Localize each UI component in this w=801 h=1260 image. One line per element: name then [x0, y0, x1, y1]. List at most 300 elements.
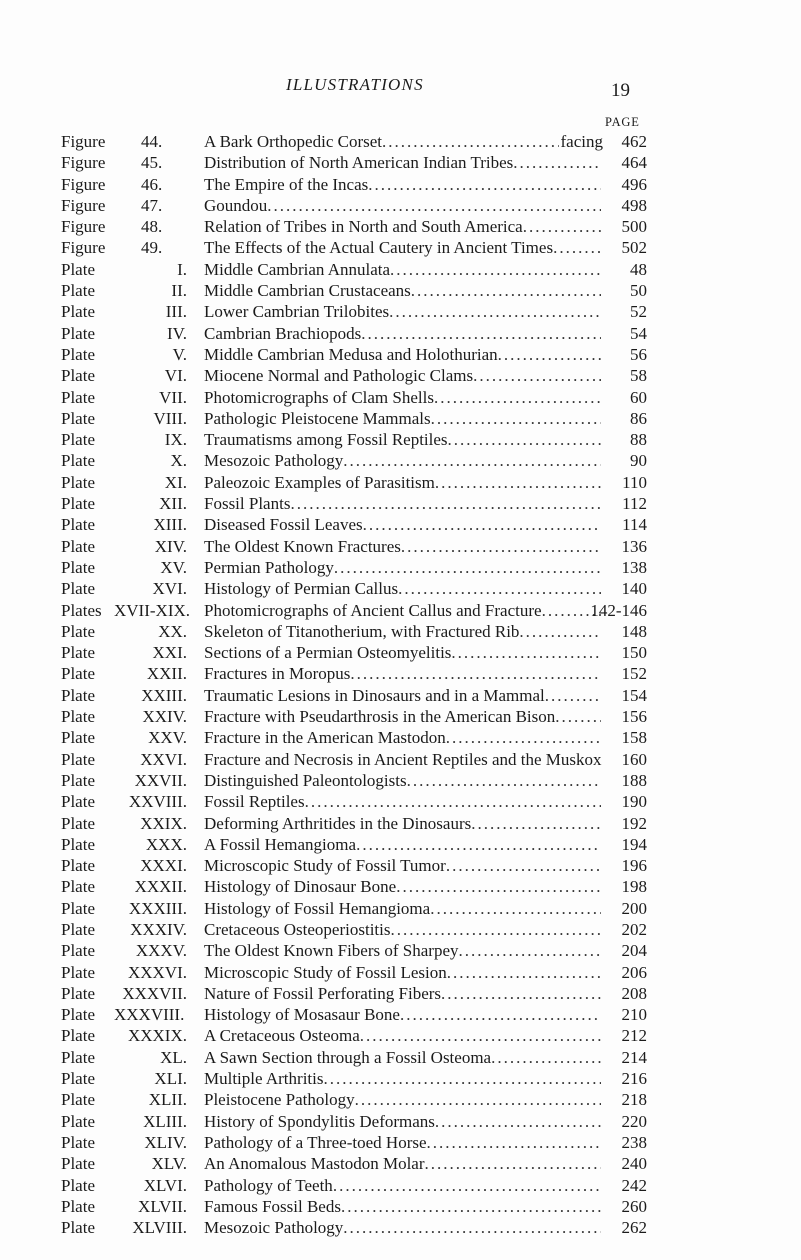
list-entry [61, 536, 647, 557]
list-entry [61, 280, 647, 301]
entry-page: 156 [621, 707, 647, 727]
entry-kind: Plate [61, 1175, 95, 1195]
entry-page: 496 [621, 174, 647, 194]
entry-title-line [204, 323, 603, 344]
entry-title: A Fossil Hemangioma [204, 834, 357, 854]
leader-dots [305, 791, 601, 812]
leader-dots [400, 1004, 601, 1025]
list-entry [61, 727, 647, 748]
leader-dots [290, 493, 601, 514]
entry-title-line [204, 1217, 603, 1238]
entry-title: Fractures in Moropus [204, 664, 351, 684]
entry-number: VII. [159, 387, 187, 407]
entry-page: 208 [621, 983, 647, 1003]
entry-kind: Plate [61, 664, 95, 684]
entry-title: Distribution of North American Indian Tribes [204, 153, 514, 173]
entry-title-line [204, 493, 603, 514]
entry-page: 60 [630, 387, 647, 407]
entry-title: The Oldest Known Fibers of Sharpey [204, 941, 459, 961]
leader-dots [435, 1111, 601, 1132]
entry-title-line [204, 450, 603, 471]
entry-kind: Plate [61, 387, 95, 407]
entry-title-line [204, 195, 603, 216]
entry-number: 48. [141, 217, 163, 237]
leader-dots [401, 536, 601, 557]
entry-page: 154 [621, 685, 647, 705]
entry-number: XLVII. [138, 1196, 187, 1216]
list-entry [61, 387, 647, 408]
entry-kind: Plate [61, 728, 95, 748]
entry-number: XLVI. [143, 1175, 187, 1195]
entry-page: 114 [622, 515, 647, 535]
leader-dots [451, 642, 601, 663]
entry-title: Fracture with Pseudarthrosis in the American Bison [204, 707, 556, 727]
entry-title: The Empire of the Incas [204, 174, 369, 194]
entry-kind: Plate [61, 1005, 95, 1025]
entry-kind: Plate [61, 834, 95, 854]
entry-kind: Figure [61, 217, 106, 237]
list-entry [61, 408, 647, 429]
entry-title-line [204, 813, 603, 834]
entry-page: 262 [621, 1218, 647, 1238]
entry-title-line [204, 706, 603, 727]
entry-kind: Plate [61, 494, 95, 514]
entry-number: XVII-XIX. [114, 600, 191, 620]
entry-title-line [204, 174, 603, 195]
entry-page: 110 [622, 472, 647, 492]
entry-number: 44. [141, 132, 163, 151]
entry-title: Cambrian Brachiopods [204, 323, 362, 343]
entry-number: XXXII. [134, 877, 187, 897]
entry-page: 58 [630, 366, 647, 386]
entry-kind: Plate [61, 366, 95, 386]
entry-kind: Plate [61, 536, 95, 556]
entry-kind: Plate [61, 621, 95, 641]
entry-page: 238 [621, 1132, 647, 1152]
list-entry [61, 1068, 647, 1089]
entry-page: 192 [621, 813, 647, 833]
leader-dots [498, 344, 601, 365]
entry-title-line [204, 1153, 603, 1174]
entry-page: 210 [621, 1005, 647, 1025]
entry-kind: Plate [61, 707, 95, 727]
entry-title: Histology of Permian Callus [204, 579, 399, 599]
leader-dots [446, 855, 601, 876]
list-entry [61, 323, 647, 344]
entry-page: 202 [621, 919, 647, 939]
list-entry [61, 834, 647, 855]
entry-kind: Plate [61, 302, 95, 322]
entry-title-line [204, 557, 603, 578]
list-entry [61, 557, 647, 578]
entry-page: 150 [621, 643, 647, 663]
entry-title-line [204, 365, 603, 386]
entry-number: 45. [141, 153, 163, 173]
entry-number: X. [170, 451, 187, 471]
entry-title: An Anomalous Mastodon Molar [204, 1154, 425, 1174]
entry-number: XV. [160, 557, 187, 577]
entry-page: 138 [621, 557, 647, 577]
entry-title: Pathology of a Three-toed Horse [204, 1132, 427, 1152]
entry-title: Fracture and Necrosis in Ancient Reptiles and the Muskox [204, 749, 602, 769]
entry-title: Distinguished Paleontologists [204, 770, 407, 790]
entry-title: The Oldest Known Fractures [204, 536, 401, 556]
leader-dots [473, 365, 601, 386]
leader-dots [471, 813, 601, 834]
entry-page: 242 [621, 1175, 647, 1195]
entry-number: 46. [141, 174, 163, 194]
entry-kind: Plate [61, 1026, 95, 1046]
entry-kind: Plate [61, 919, 95, 939]
entry-number: XLIII. [143, 1111, 187, 1131]
leader-dots [368, 174, 601, 195]
list-entry [61, 706, 647, 727]
entry-title: Traumatic Lesions in Dinosaurs and in a Mammal [204, 685, 545, 705]
entry-title-line [204, 1132, 603, 1153]
list-entry [61, 1047, 647, 1068]
entry-title-line [204, 237, 603, 258]
entry-title-line [204, 919, 603, 940]
entry-page: 160 [621, 749, 647, 769]
leader-dots [390, 259, 601, 280]
list-entry [61, 301, 647, 322]
entry-number: XVI. [152, 579, 187, 599]
entry-page: 464 [621, 153, 647, 173]
entry-number: V. [172, 344, 187, 364]
leader-dots [333, 1175, 601, 1196]
entry-title: A Bark Orthopedic Corset [204, 132, 382, 151]
entry-number: XLII. [148, 1090, 187, 1110]
leader-dots [447, 962, 601, 983]
entry-title: Sections of a Permian Osteomyelitis [204, 643, 452, 663]
list-entry [61, 344, 647, 365]
entry-number: XXIII. [141, 685, 187, 705]
entry-title: Miocene Normal and Pathologic Clams [204, 366, 474, 386]
entry-kind: Plate [61, 557, 95, 577]
list-entry [61, 791, 647, 812]
leader-dots [407, 770, 601, 791]
entry-number: XXXV. [135, 941, 187, 961]
entry-title-line [204, 962, 603, 983]
entry-title-line [204, 834, 603, 855]
entry-title: Microscopic Study of Fossil Tumor [204, 856, 446, 876]
entry-page: 140 [621, 579, 647, 599]
entry-kind: Plate [61, 515, 95, 535]
list-entry [61, 983, 647, 1004]
entry-page: 212 [621, 1026, 647, 1046]
list-entry [61, 685, 647, 706]
entry-number: XLVIII. [132, 1218, 187, 1238]
leader-dots [435, 472, 601, 493]
leader-dots [382, 131, 559, 152]
entry-kind: Plate [61, 856, 95, 876]
entry-title-line [204, 280, 603, 301]
entry-page: 194 [621, 834, 647, 854]
list-entry [61, 1132, 647, 1153]
entry-page: 206 [621, 962, 647, 982]
leader-dots [446, 727, 601, 748]
entry-title: Photomicrographs of Ancient Callus and Fracture [204, 600, 542, 620]
entry-title: Photomicrographs of Clam Shells [204, 387, 434, 407]
leader-dots [360, 1025, 601, 1046]
leader-dots [363, 514, 601, 535]
entry-number: II. [171, 281, 187, 301]
list-entry [61, 1175, 647, 1196]
entry-title: Pathologic Pleistocene Mammals [204, 408, 431, 428]
entry-page: 500 [621, 217, 647, 237]
list-entry [61, 216, 647, 237]
entry-kind: Plate [61, 344, 95, 364]
leader-dots [356, 834, 601, 855]
leader-dots [323, 1068, 601, 1089]
entry-title: Fossil Reptiles [204, 792, 305, 812]
list-entry [61, 259, 647, 280]
entry-title-line [204, 387, 603, 408]
entry-kind: Plate [61, 1218, 95, 1238]
entry-title-line [204, 1004, 603, 1025]
entry-title: Cretaceous Osteoperiostitis [204, 919, 391, 939]
entry-kind: Plate [61, 472, 95, 492]
list-entry [61, 855, 647, 876]
entry-title-line [204, 1196, 603, 1217]
entry-title-line [204, 876, 603, 897]
entry-title-line [204, 855, 603, 876]
entry-kind: Plates [61, 600, 102, 620]
entry-page: 56 [630, 344, 647, 364]
entry-title: Traumatisms among Fossil Reptiles [204, 430, 448, 450]
leader-dots [555, 706, 601, 727]
entry-number: XXXIII. [128, 898, 187, 918]
entry-title-line [204, 1111, 603, 1132]
entry-title: Mesozoic Pathology [204, 451, 344, 471]
entry-title-line [204, 940, 603, 961]
entry-number: XXII. [146, 664, 187, 684]
list-entry [61, 600, 647, 621]
entry-page: 198 [621, 877, 647, 897]
entry-title: Paleozoic Examples of Parasitism [204, 472, 435, 492]
entry-number: XI. [164, 472, 187, 492]
list-entry [61, 1196, 647, 1217]
entry-page: 90 [630, 451, 647, 471]
entry-number: VI. [164, 366, 187, 386]
entry-number: XXXVII. [122, 983, 187, 1003]
entry-page: 158 [621, 728, 647, 748]
entry-page: 152 [621, 664, 647, 684]
entry-title: A Sawn Section through a Fossil Osteoma [204, 1047, 492, 1067]
entry-title-line [204, 642, 603, 663]
entry-kind: Plate [61, 877, 95, 897]
entry-number: XXXIX. [127, 1026, 187, 1046]
list-entry [61, 1153, 647, 1174]
entry-title-line [204, 1175, 603, 1196]
list-entry [61, 813, 647, 834]
entry-title: Middle Cambrian Medusa and Holothurian [204, 344, 498, 364]
entry-title: Famous Fossil Beds [204, 1196, 341, 1216]
entry-title: Fossil Plants [204, 494, 291, 514]
entry-page: 462 [621, 132, 647, 151]
entry-number: XIV. [154, 536, 187, 556]
list-entry [61, 663, 647, 684]
list-entry [61, 1004, 647, 1025]
entry-number: XXVI. [140, 749, 187, 769]
illustrations-list [61, 131, 647, 1238]
leader-dots [513, 152, 601, 173]
entry-kind: Plate [61, 792, 95, 812]
entry-kind: Plate [61, 281, 95, 301]
entry-kind: Figure [61, 132, 106, 151]
leader-dots [425, 1153, 601, 1174]
entry-kind: Plate [61, 1069, 95, 1089]
leader-dots [459, 940, 602, 961]
entry-title: Permian Pathology [204, 557, 334, 577]
entry-title: Histology of Fossil Hemangioma [204, 898, 431, 918]
entry-kind: Plate [61, 430, 95, 450]
entry-number: XX. [158, 621, 187, 641]
entry-title-line [204, 663, 603, 684]
entry-page: 502 [621, 238, 647, 258]
entry-kind: Plate [61, 1154, 95, 1174]
entry-title: Pathology of Teeth [204, 1175, 333, 1195]
entry-page: 136 [621, 536, 647, 556]
entry-title: Lower Cambrian Trilobites [204, 302, 390, 322]
entry-title: Pleistocene Pathology [204, 1090, 355, 1110]
entry-page: 54 [630, 323, 647, 343]
list-entry [61, 578, 647, 599]
entry-title: Middle Cambrian Crustaceans [204, 281, 411, 301]
entry-page: 88 [630, 430, 647, 450]
entry-title-line [204, 749, 603, 770]
entry-page: 218 [621, 1090, 647, 1110]
entry-title: Skeleton of Titanotherium, with Fractured Rib [204, 621, 520, 641]
entry-title: Histology of Mosasaur Bone [204, 1005, 400, 1025]
entry-kind: Plate [61, 749, 95, 769]
leader-dots [545, 685, 601, 706]
entry-kind: Plate [61, 898, 95, 918]
list-entry [61, 365, 647, 386]
entry-title: Diseased Fossil Leaves [204, 515, 363, 535]
leader-dots [411, 280, 601, 301]
entry-number: XXXIV. [130, 919, 187, 939]
entry-title: Goundou [204, 195, 268, 215]
list-entry [61, 237, 647, 258]
entry-title-line [204, 152, 603, 173]
list-entry [61, 131, 647, 152]
entry-title: Fracture in the American Mastodon [204, 728, 446, 748]
leader-dots [343, 1217, 601, 1238]
leader-dots [343, 450, 601, 471]
entry-page: 112 [622, 494, 647, 514]
entry-page: 260 [621, 1196, 647, 1216]
entry-page: 204 [621, 941, 647, 961]
running-title: ILLUSTRATIONS [286, 75, 424, 94]
entry-title-line [204, 770, 603, 791]
list-entry [61, 472, 647, 493]
leader-dots [519, 621, 601, 642]
list-entry [61, 152, 647, 173]
entry-kind: Plate [61, 451, 95, 471]
entry-page: 498 [621, 195, 647, 215]
list-entry [61, 1089, 647, 1110]
entry-kind: Plate [61, 813, 95, 833]
entry-number: XXIX. [140, 813, 187, 833]
entry-title-line [204, 898, 603, 919]
entry-title: History of Spondylitis Deformans [204, 1111, 435, 1131]
entry-kind: Plate [61, 408, 95, 428]
entry-page: 220 [621, 1111, 647, 1131]
entry-title-line [204, 429, 603, 450]
entry-kind: Plate [61, 983, 95, 1003]
leader-dots [391, 919, 602, 940]
leader-dots [361, 323, 601, 344]
entry-title: A Cretaceous Osteoma [204, 1026, 360, 1046]
entry-title-line [204, 791, 603, 812]
entry-number: 47. [141, 195, 163, 215]
entry-number: XXVII. [134, 770, 187, 790]
entry-kind: Plate [61, 1132, 95, 1152]
list-entry [61, 749, 647, 770]
entry-number: XXXVIII. [114, 1005, 185, 1025]
page-header [0, 75, 801, 103]
leader-dots [398, 578, 601, 599]
entry-title-line [204, 408, 603, 429]
entry-title-line [204, 301, 603, 322]
page-number: 19 [611, 80, 630, 101]
entry-number: XLI. [154, 1069, 187, 1089]
entry-title-line [204, 344, 603, 365]
list-entry [61, 898, 647, 919]
entry-page: 200 [621, 898, 647, 918]
entry-number: XXI. [152, 643, 187, 663]
leader-dots [553, 237, 601, 258]
entry-kind: Plate [61, 941, 95, 961]
leader-dots [523, 216, 601, 237]
entry-title-line [204, 685, 603, 706]
entry-kind: Plate [61, 1196, 95, 1216]
leader-dots [430, 898, 601, 919]
entry-title: Nature of Fossil Perforating Fibers [204, 983, 442, 1003]
entry-title-line [204, 983, 603, 1004]
entry-number: XIII. [153, 515, 187, 535]
entry-number: XLV. [151, 1154, 187, 1174]
entry-title-line [204, 131, 603, 152]
entry-title-line [204, 472, 603, 493]
leader-dots [389, 301, 601, 322]
entry-kind: Figure [61, 195, 106, 215]
leader-dots [448, 429, 601, 450]
entry-kind: Plate [61, 259, 95, 279]
entry-kind: Plate [61, 1111, 95, 1131]
entry-number: XXIV. [142, 707, 187, 727]
entry-kind: Plate [61, 643, 95, 663]
entry-kind: Plate [61, 323, 95, 343]
list-entry [61, 770, 647, 791]
list-entry [61, 642, 647, 663]
list-entry [61, 1217, 647, 1238]
entry-page: 190 [621, 792, 647, 812]
entry-number: VIII. [153, 408, 187, 428]
entry-title-line [204, 1068, 603, 1089]
list-entry [61, 450, 647, 471]
entry-number: XXXI. [140, 856, 187, 876]
entry-page: 196 [621, 856, 647, 876]
list-entry [61, 493, 647, 514]
list-entry [61, 962, 647, 983]
entry-page: 216 [621, 1069, 647, 1089]
entry-title: Middle Cambrian Annulata [204, 259, 391, 279]
leader-dots [267, 195, 601, 216]
entry-title-line [204, 600, 603, 621]
entry-kind: Plate [61, 1090, 95, 1110]
